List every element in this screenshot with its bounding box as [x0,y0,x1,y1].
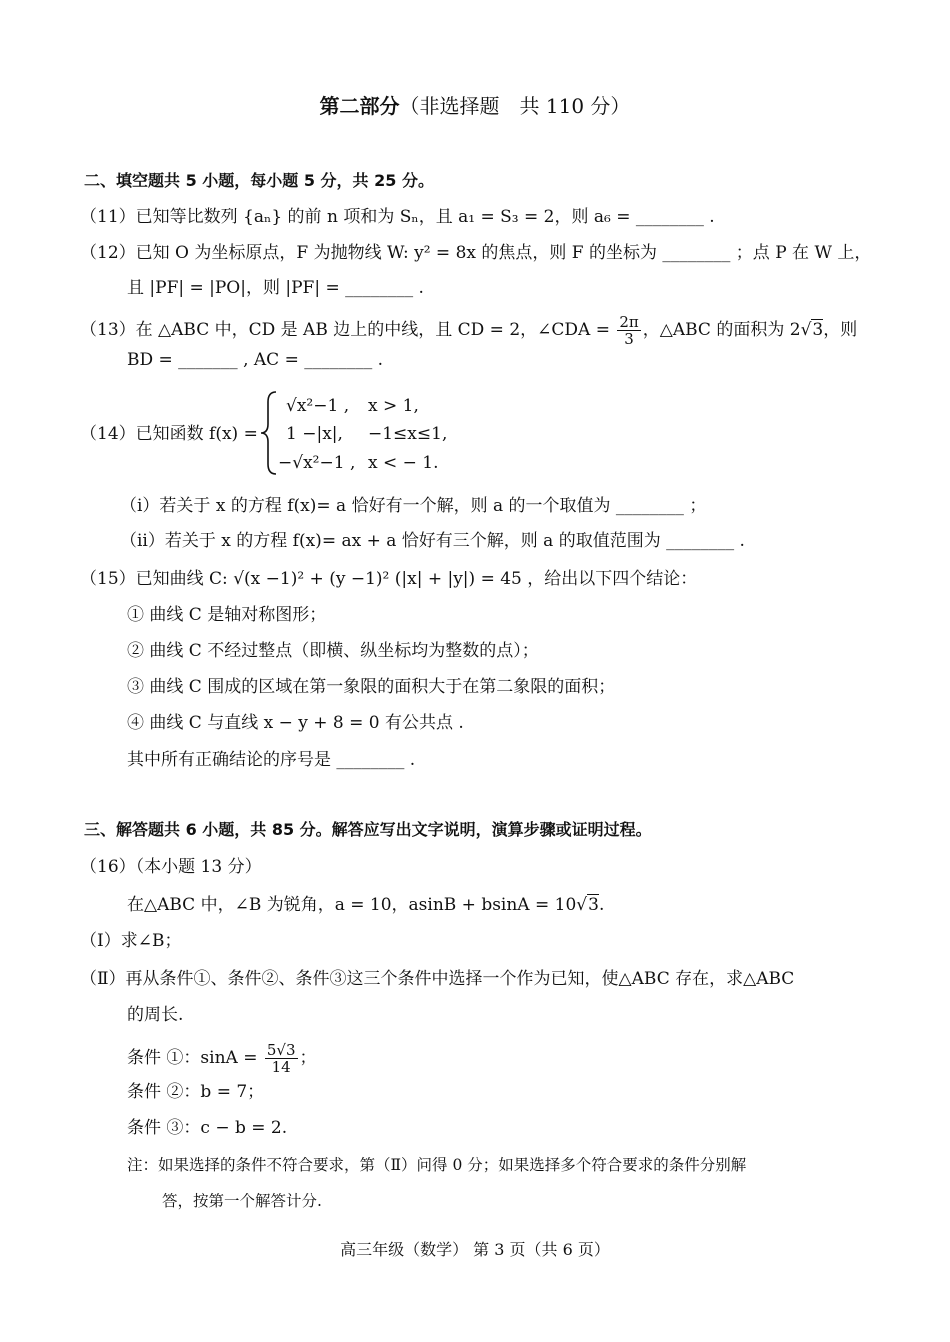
page-footer: 高三年级（数学） 第 3 页（共 6 页） [340,1240,610,1259]
question-14-sub-2: （ii）若关于 x 的方程 f(x)= ax + a 恰好有三个解，则 a 的取值范围为 ________ . [120,531,745,551]
q15-text-a: （15）已知曲线 C: [80,569,228,589]
q16-cond1-text: 条件 ①：sinA = [127,1048,258,1068]
question-13-line-1: （13）在 △ABC 中，CD 是 AB 边上的中线，且 CD = 2，∠CDA = $\frac{2\pi}{3}$ ，△ABC 的面积为 2√3，则 [80,313,858,348]
q13-angle-fraction [617,314,640,347]
q16-cond1-fraction [265,1042,298,1075]
q15-ask: 其中所有正确结论的序号是 ________ . [127,750,416,770]
question-13-line-2: BD = _______ , AC = ________ . [127,350,384,370]
q13-frac-num: 2π [619,313,639,331]
part-title-rest: （非选择题 共 110 分） [399,94,631,118]
q16-given: 在△ABC 中，∠B 为锐角，a = 10，asinB + bsinA = 10√3. [127,895,605,915]
q16-condition-3: 条件 ③：c − b = 2. [127,1118,288,1138]
q14-case-3-expr: −√x²−1 , [278,453,356,473]
question-14-lead: （14）已知函数 f(x) = [80,424,258,444]
q16-cond1-end: ； [299,1048,317,1068]
q15-conclusion-3: ③ 曲线 C 围成的区域在第一象限的面积大于在第二象限的面积； [127,677,616,697]
q16-cond1-den: 14 [271,1058,291,1076]
question-11: （11）已知等比数列 {aₙ} 的前 n 项和为 Sₙ，且 a₁ = S₃ = 2，则 a₆ = ________ . [80,207,715,227]
q14-case-2-cond: −1≤x≤1, [368,424,448,444]
q16-condition-2: 条件 ②：b = 7； [127,1082,265,1102]
q13-text-a: （13）在 △ABC 中，CD 是 AB 边上的中线，且 CD = 2，∠CDA = [80,320,610,340]
q16-given-end: . [598,895,605,915]
q16-cond1-num: 5√3 [266,1041,296,1059]
question-16-label: （16）（本小题 13 分） [80,857,262,877]
question-14-sub-1: （i）若关于 x 的方程 f(x)= a 恰好有一个解，则 a 的一个取值为 ________ ； [120,496,707,516]
q15-text-b: ，给出以下四个结论： [527,569,698,589]
q16-note-line-1: 注：如果选择的条件不符合要求，第（Ⅱ）问得 0 分；如果选择多个符合要求的条件分别解 [127,1156,747,1174]
q16-part-2-line-2: 的周长. [127,1005,184,1025]
q13-frac-den: 3 [624,330,634,348]
section-2-heading: 二、填空题共 5 小题，每小题 5 分，共 25 分。 [84,171,434,190]
q16-part-2-line-1: （Ⅱ）再从条件①、条件②、条件③这三个条件中选择一个作为已知，使△ABC 存在，求△ABC [80,969,795,989]
q16-part-1: （Ⅰ）求∠B； [80,931,182,951]
q13-text-c: ，则 [823,320,858,340]
q16-condition-1 [127,1042,317,1075]
question-12-line-2: 且 |PF| = |PO|，则 |PF| = ________ . [127,278,424,298]
q15-conclusion-2: ② 曲线 C 不经过整点（即横、纵坐标均为整数的点）； [127,641,539,661]
piecewise-brace [258,390,280,476]
q14-case-1-cond: x > 1, [368,396,419,416]
q16-given-text: 在△ABC 中，∠B 为锐角，a = 10，asinB + bsinA = 10 [127,895,577,915]
q16-note-line-2: 答，按第一个解答计分. [162,1192,322,1210]
q13-sqrt-value: 3 [812,320,824,340]
q14-case-3-cond: x < − 1. [368,453,439,473]
q15-formula: √(x −1)² + (y −1)² (|x| + |y|) = 45 [233,569,522,589]
part-title [0,94,950,118]
q14-case-2-expr: 1 −|x|, [286,424,343,444]
q15-conclusion-4: ④ 曲线 C 与直线 x − y + 8 = 0 有公共点 . [127,713,464,733]
part-title-bold: 第二部分 [319,94,400,118]
q16-given-sqrt: 3 [588,895,599,915]
question-12-line-1: （12）已知 O 为坐标原点，F 为抛物线 W: y² = 8x 的焦点，则 F 的坐标为 ________ ；点 P 在 W 上， [80,243,872,263]
q13-text-b: ，△ABC 的面积为 2 [642,320,801,340]
section-3-heading: 三、解答题共 6 小题，共 85 分。解答应写出文字说明，演算步骤或证明过程。 [84,820,652,839]
q15-conclusion-1: ① 曲线 C 是轴对称图形； [127,605,327,625]
question-15-lead [80,567,697,591]
q14-case-1-expr: √x²−1 , [286,396,350,416]
